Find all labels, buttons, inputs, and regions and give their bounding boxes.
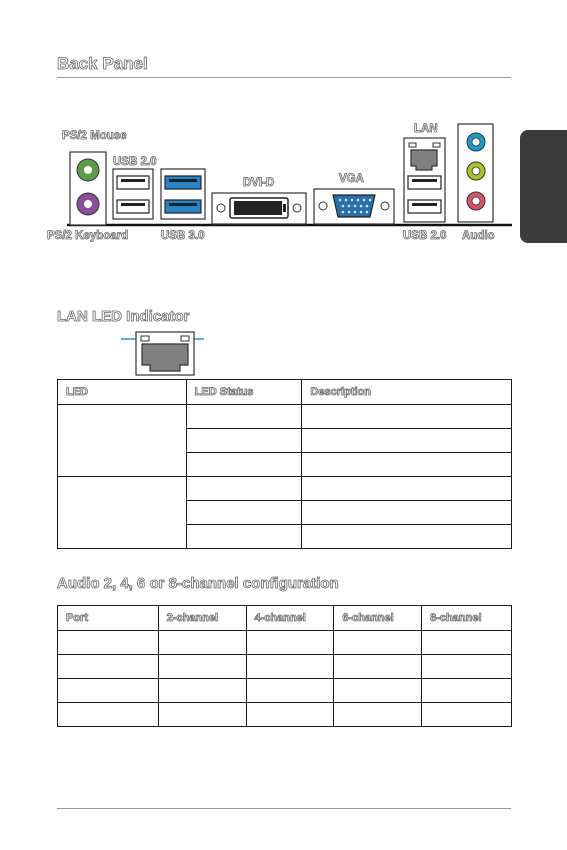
table-cell — [58, 405, 187, 477]
table-cell — [58, 703, 159, 727]
header-4-channel: 4-channel — [246, 606, 334, 631]
header-led: LED — [58, 380, 187, 405]
table-row — [58, 405, 512, 429]
table-cell — [422, 655, 512, 679]
header-2-channel: 2-channel — [158, 606, 246, 631]
table-cell — [158, 631, 246, 655]
usb30-label: USB 3.0 — [161, 230, 205, 242]
audio-jacks — [458, 124, 493, 222]
table-cell — [302, 477, 512, 501]
table-row — [58, 631, 512, 655]
table-row — [58, 703, 512, 727]
table-cell — [302, 405, 512, 429]
lan-usb-stack — [404, 138, 445, 222]
header-8-channel: 8-channel — [422, 606, 512, 631]
table-cell — [246, 679, 334, 703]
vga-port — [314, 189, 394, 224]
usb30-stack — [161, 169, 205, 219]
vga-label: VGA — [339, 173, 364, 185]
lan-label: LAN — [414, 123, 438, 135]
audio-label: Audio — [462, 230, 495, 242]
table-cell — [334, 655, 422, 679]
table-row — [58, 679, 512, 703]
table-header-row — [58, 380, 512, 405]
back-panel-title: Back Panel — [57, 54, 148, 73]
usb20-bottom-label: USB 2.0 — [403, 230, 447, 242]
table-cell — [246, 703, 334, 727]
table-cell — [58, 631, 159, 655]
ps2-ports — [70, 152, 106, 225]
table-cell — [334, 631, 422, 655]
table-cell — [186, 405, 302, 429]
table-cell — [158, 655, 246, 679]
back-panel-illustration — [0, 0, 567, 260]
table-cell — [422, 679, 512, 703]
header-port: Port — [58, 606, 159, 631]
table-cell — [186, 525, 302, 549]
table-cell — [302, 453, 512, 477]
table-cell — [334, 703, 422, 727]
audio-config-table — [57, 605, 512, 727]
lan-port-illustration — [118, 330, 208, 376]
table-cell — [186, 429, 302, 453]
lan-led-title: LAN LED Indicator — [57, 308, 190, 325]
table-row — [58, 477, 512, 501]
table-cell — [186, 453, 302, 477]
ps2-keyboard-label: PS/2 Keyboard — [47, 230, 129, 242]
table-cell — [302, 525, 512, 549]
table-cell — [186, 477, 302, 501]
audio-config-title: Audio 2, 4, 6 or 8-channel configuration — [57, 575, 339, 592]
header-6-channel: 6-channel — [334, 606, 422, 631]
table-cell — [246, 631, 334, 655]
table-cell — [58, 477, 187, 549]
table-cell — [186, 501, 302, 525]
table-cell — [422, 703, 512, 727]
table-cell — [246, 655, 334, 679]
header-description: Description — [302, 380, 512, 405]
table-cell — [58, 679, 159, 703]
table-cell — [334, 679, 422, 703]
table-cell — [302, 501, 512, 525]
header-led-status: LED Status — [186, 380, 302, 405]
dvi-label: DVI-D — [243, 177, 275, 189]
table-cell — [58, 655, 159, 679]
ps2-mouse-label: PS/2 Mouse — [62, 130, 127, 142]
dvi-port — [212, 193, 306, 224]
footer-rule — [57, 808, 511, 809]
table-header-row — [58, 606, 512, 631]
table-cell — [302, 429, 512, 453]
table-cell — [422, 631, 512, 655]
usb20-top-label: USB 2.0 — [113, 156, 157, 168]
usb20-left-stack — [113, 169, 153, 219]
table-cell — [158, 679, 246, 703]
lan-led-table — [57, 379, 512, 549]
table-cell — [158, 703, 246, 727]
table-row — [58, 655, 512, 679]
